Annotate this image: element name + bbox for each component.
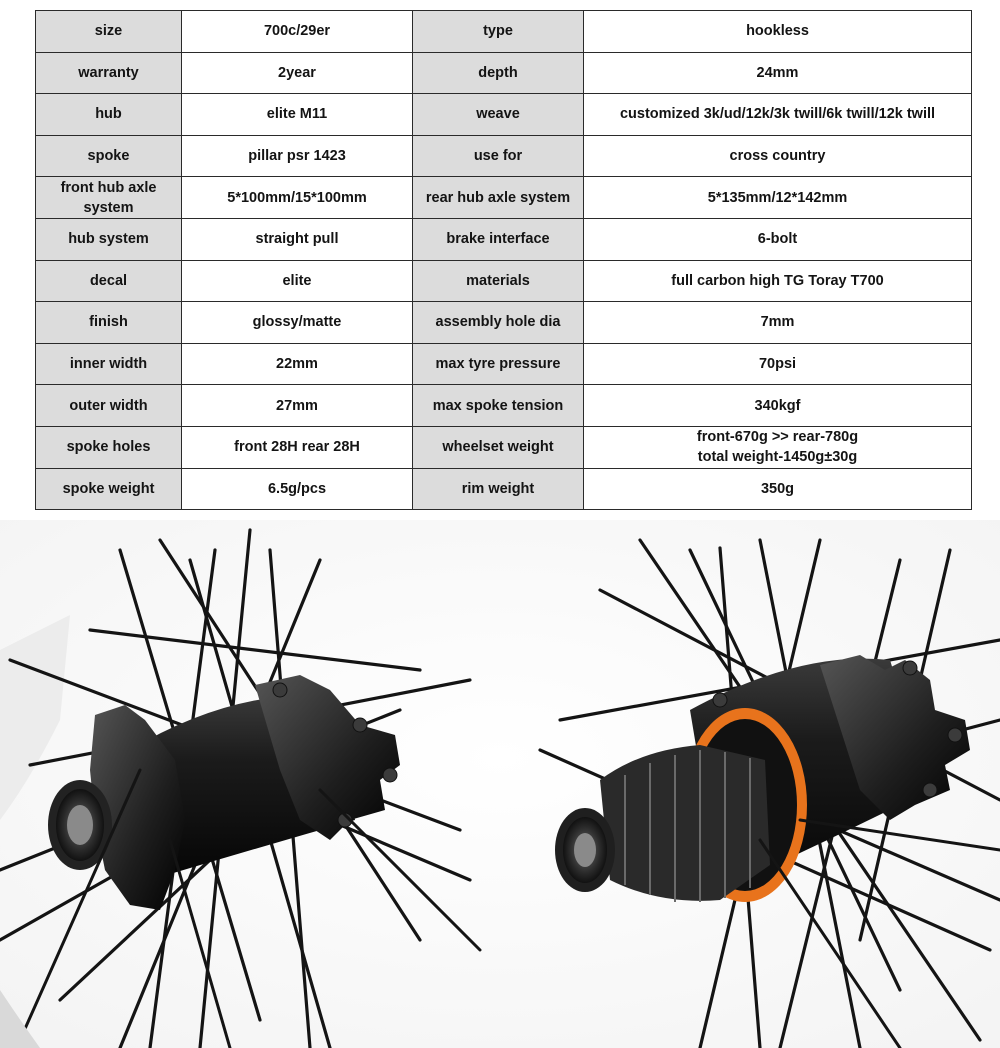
spec-key: inner width: [36, 343, 182, 385]
spec-value: 7mm: [584, 302, 972, 344]
spec-key: weave: [413, 94, 584, 136]
table-row: [36, 385, 972, 427]
spec-key: type: [413, 11, 584, 53]
table-row: [36, 426, 972, 468]
spec-key: brake interface: [413, 218, 584, 260]
spec-value: front 28H rear 28H: [182, 426, 413, 468]
spec-key: assembly hole dia: [413, 302, 584, 344]
spec-key: spoke: [36, 135, 182, 177]
spec-key: rim weight: [413, 468, 584, 510]
table-row: [36, 94, 972, 136]
table-row: [36, 52, 972, 94]
table-row: [36, 260, 972, 302]
table-row: [36, 218, 972, 260]
spec-key: spoke weight: [36, 468, 182, 510]
spec-key: depth: [413, 52, 584, 94]
spec-key: materials: [413, 260, 584, 302]
spec-value: 700c/29er: [182, 11, 413, 53]
spec-key: use for: [413, 135, 584, 177]
spec-key: size: [36, 11, 182, 53]
spec-value: front-670g >> rear-780g total weight-1450g±30g: [584, 426, 972, 468]
spec-value: hookless: [584, 11, 972, 53]
hub-photos-svg: [0, 520, 1000, 1048]
spec-table-body: [36, 11, 972, 510]
spec-value: 22mm: [182, 343, 413, 385]
spec-key: finish: [36, 302, 182, 344]
spec-key: hub system: [36, 218, 182, 260]
hub-photos: [0, 520, 1000, 1048]
spec-value: full carbon high TG Toray T700: [584, 260, 972, 302]
spec-value: 27mm: [182, 385, 413, 427]
spec-value: 340kgf: [584, 385, 972, 427]
spec-value: elite M11: [182, 94, 413, 136]
spec-key: warranty: [36, 52, 182, 94]
spec-key: front hub axle system: [36, 177, 182, 219]
table-row: [36, 343, 972, 385]
spec-value: 5*135mm/12*142mm: [584, 177, 972, 219]
spec-value: customized 3k/ud/12k/3k twill/6k twill/12k twill: [584, 94, 972, 136]
spec-value: 350g: [584, 468, 972, 510]
spec-key: wheelset weight: [413, 426, 584, 468]
spec-key: hub: [36, 94, 182, 136]
spec-key: max spoke tension: [413, 385, 584, 427]
spec-value: glossy/matte: [182, 302, 413, 344]
table-row: [36, 177, 972, 219]
spec-value: straight pull: [182, 218, 413, 260]
spec-value: 6.5g/pcs: [182, 468, 413, 510]
spec-key: max tyre pressure: [413, 343, 584, 385]
spec-value: elite: [182, 260, 413, 302]
spec-table: [35, 10, 972, 510]
spec-key: rear hub axle system: [413, 177, 584, 219]
spec-value: 2year: [182, 52, 413, 94]
spec-key: decal: [36, 260, 182, 302]
spec-key: spoke holes: [36, 426, 182, 468]
table-row: [36, 11, 972, 53]
spec-value: 70psi: [584, 343, 972, 385]
spec-key: outer width: [36, 385, 182, 427]
spec-value: 5*100mm/15*100mm: [182, 177, 413, 219]
table-row: [36, 302, 972, 344]
spec-value: cross country: [584, 135, 972, 177]
spec-value: pillar psr 1423: [182, 135, 413, 177]
spec-value: 24mm: [584, 52, 972, 94]
table-row: [36, 468, 972, 510]
table-row: [36, 135, 972, 177]
spec-value: 6-bolt: [584, 218, 972, 260]
